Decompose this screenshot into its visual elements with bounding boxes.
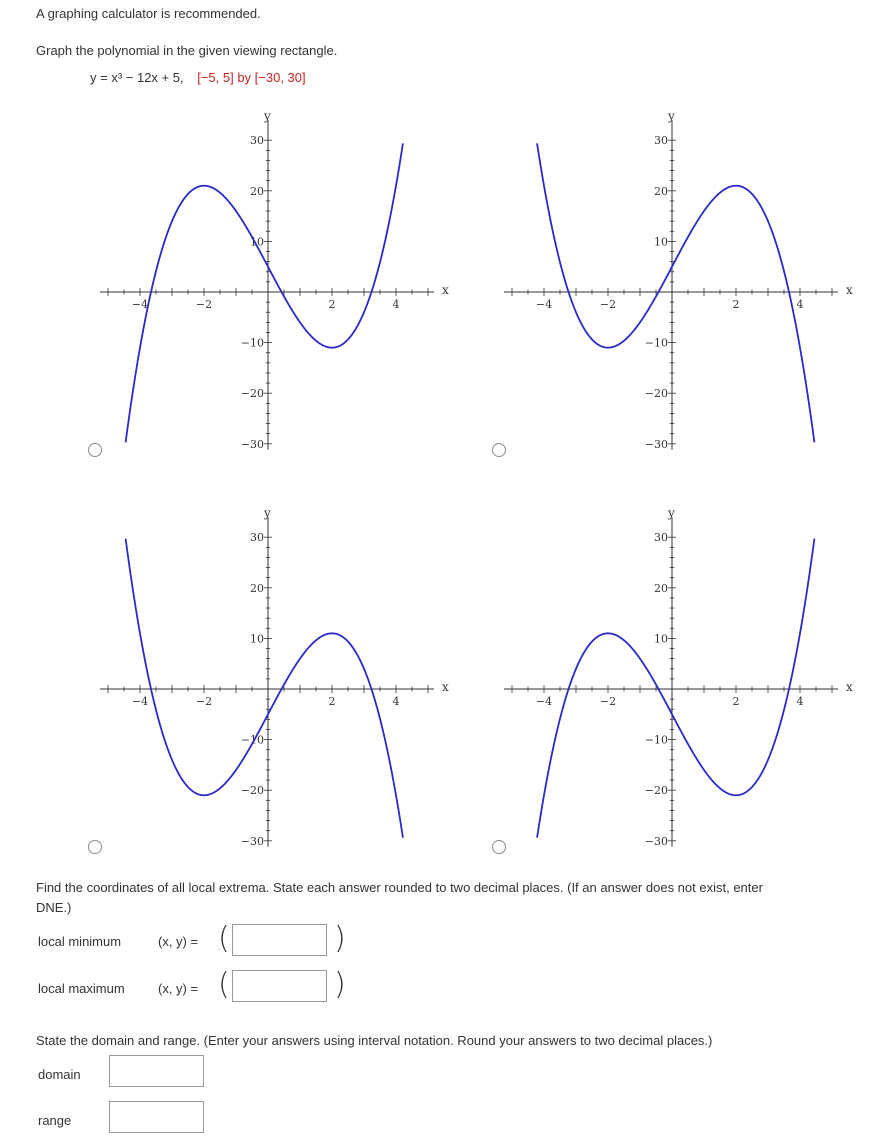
local-max-label: local maximum <box>38 981 125 996</box>
graph-option-3 <box>98 492 458 862</box>
viewing-window: [−5, 5] by [−30, 30] <box>197 70 306 85</box>
y-tick-label: −10 <box>644 733 668 747</box>
y-tick-label: −30 <box>644 437 668 451</box>
local-max-input[interactable] <box>232 970 327 1002</box>
x-tick-label: −2 <box>599 695 617 708</box>
local-min-label: local minimum <box>38 934 122 949</box>
domain-range-question: State the domain and range. (Enter your answers using interval notation. Round your answers to two decimal places.) <box>36 1033 713 1048</box>
polynomial-curve <box>537 539 814 838</box>
range-label: range <box>38 1113 72 1128</box>
y-tick-label: 30 <box>654 531 668 545</box>
domain-label: domain <box>38 1067 81 1082</box>
y-tick-label: 10 <box>250 632 264 646</box>
y-tick-label: −30 <box>240 834 264 848</box>
x-tick-label: −4 <box>131 695 149 708</box>
x-tick-label: −4 <box>535 298 553 311</box>
y-axis-label: y <box>668 506 675 521</box>
x-tick-label: 2 <box>732 298 740 311</box>
y-tick-label: 30 <box>250 134 264 148</box>
x-tick-label: 4 <box>796 298 804 311</box>
x-axis-label: x <box>846 283 853 297</box>
local-min-close-paren: ) <box>334 921 346 956</box>
graph-svg-3 <box>98 492 458 862</box>
graph-option-1 <box>98 95 458 465</box>
instruction-text: Graph the polynomial in the given viewing rectangle. <box>36 43 338 58</box>
x-tick-label: −4 <box>535 695 553 708</box>
extrema-question-cont: DNE.) <box>36 900 72 915</box>
local-min-xy-label: (x, y) = <box>158 934 199 949</box>
polynomial-curve <box>126 539 403 838</box>
local-max-open-paren: ( <box>218 967 230 1002</box>
x-tick-label: 2 <box>328 695 336 708</box>
y-tick-label: 20 <box>654 581 668 595</box>
x-tick-label: 2 <box>328 298 336 311</box>
x-tick-label: 2 <box>732 695 740 708</box>
y-tick-label: 20 <box>250 581 264 595</box>
polynomial-curve <box>537 143 814 442</box>
x-axis-label: x <box>846 680 853 694</box>
x-axis-label: x <box>442 283 449 297</box>
y-tick-label: −20 <box>644 387 668 401</box>
y-tick-label: −20 <box>240 387 264 401</box>
y-tick-label: −10 <box>240 733 264 747</box>
recommendation-text: A graphing calculator is recommended. <box>36 6 261 21</box>
y-axis-label: y <box>264 506 271 521</box>
graph-option-2 <box>502 95 862 465</box>
x-tick-label: 4 <box>796 695 804 708</box>
x-axis-label: x <box>442 680 449 694</box>
local-max-close-paren: ) <box>334 967 346 1002</box>
graph-svg-1 <box>98 95 458 465</box>
y-tick-label: 20 <box>250 184 264 198</box>
y-tick-label: 30 <box>250 531 264 545</box>
graph-svg-2 <box>502 95 862 465</box>
y-tick-label: −30 <box>644 834 668 848</box>
x-tick-label: −4 <box>131 298 149 311</box>
x-tick-label: −2 <box>195 298 213 311</box>
y-tick-label: 10 <box>654 235 668 249</box>
equation-line <box>90 70 306 85</box>
equation: y = x³ − 12x + 5, <box>90 70 184 85</box>
y-tick-label: 10 <box>654 632 668 646</box>
x-tick-label: −2 <box>599 298 617 311</box>
y-tick-label: −10 <box>644 336 668 350</box>
local-min-input[interactable] <box>232 924 327 956</box>
graph-option-4 <box>502 492 862 862</box>
polynomial-curve <box>126 143 403 442</box>
y-tick-label: 20 <box>654 184 668 198</box>
x-tick-label: −2 <box>195 695 213 708</box>
y-tick-label: 30 <box>654 134 668 148</box>
y-tick-label: −30 <box>240 437 264 451</box>
y-tick-label: −10 <box>240 336 264 350</box>
x-tick-label: 4 <box>392 695 400 708</box>
y-axis-label: y <box>668 109 675 124</box>
x-tick-label: 4 <box>392 298 400 311</box>
extrema-question: Find the coordinates of all local extrema. State each answer rounded to two decimal places. (If an answer does not exist, enter <box>36 880 763 895</box>
local-max-xy-label: (x, y) = <box>158 981 199 996</box>
local-min-open-paren: ( <box>218 921 230 956</box>
y-axis-label: y <box>264 109 271 124</box>
range-input[interactable] <box>109 1101 204 1133</box>
graph-svg-4 <box>502 492 862 862</box>
y-tick-label: 10 <box>250 235 264 249</box>
y-tick-label: −20 <box>240 784 264 798</box>
domain-input[interactable] <box>109 1055 204 1087</box>
y-tick-label: −20 <box>644 784 668 798</box>
